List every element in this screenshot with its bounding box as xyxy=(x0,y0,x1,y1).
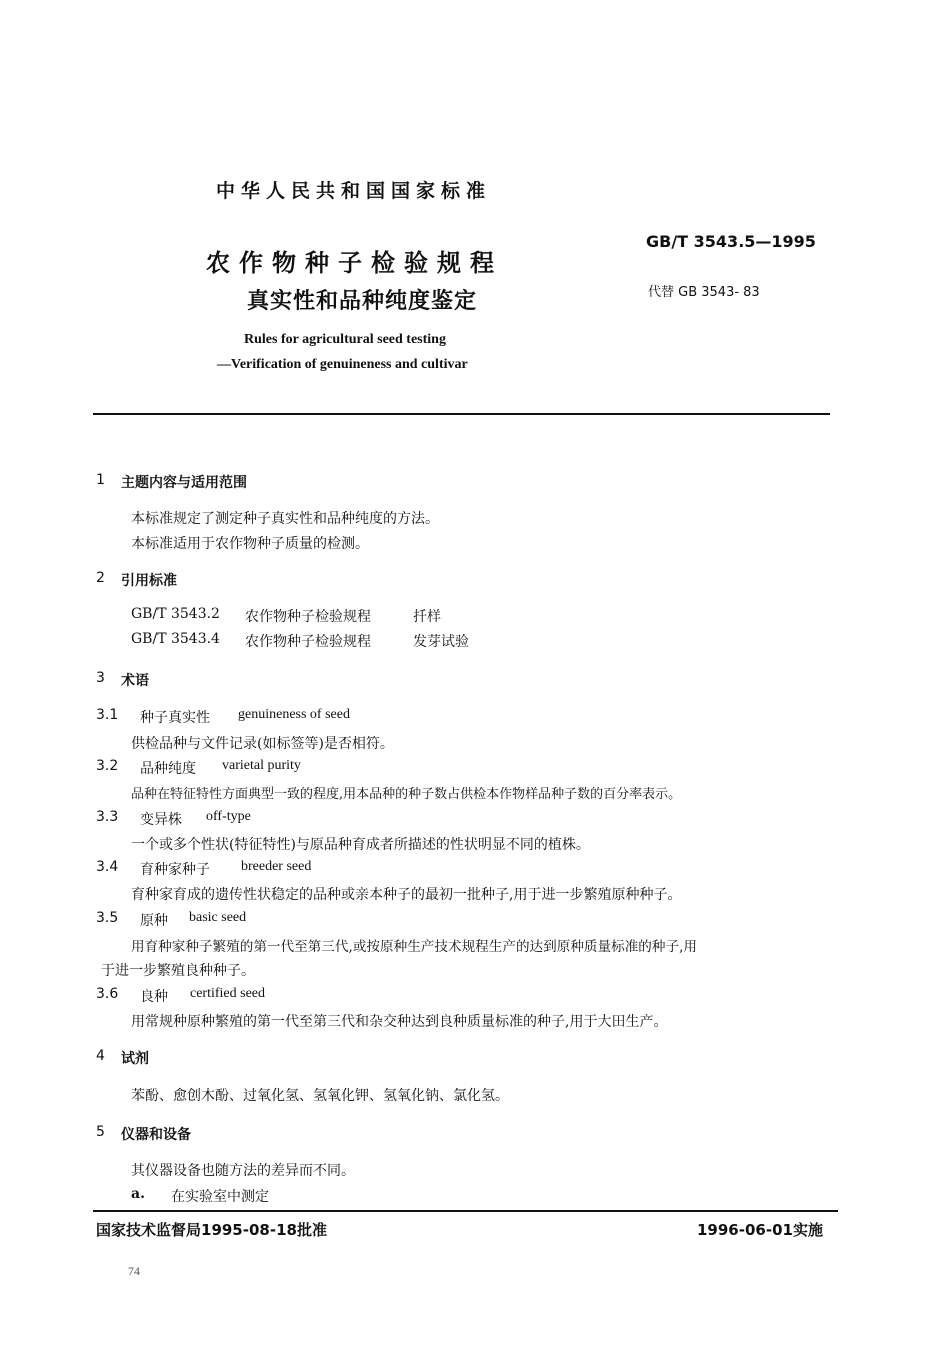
term-cn: 原种 xyxy=(140,913,168,929)
term-en: genuineness of seed xyxy=(238,707,350,722)
title-cn-line2: 真实性和品种纯度鉴定 xyxy=(247,289,478,314)
term-en: off-type xyxy=(206,809,251,824)
paragraph: 其仪器设备也随方法的差异而不同。 xyxy=(131,1163,355,1179)
term-number: 3.5 xyxy=(96,910,119,926)
term-en: breeder seed xyxy=(241,859,312,874)
term-definition: 供检品种与文件记录(如标签等)是否相符。 xyxy=(131,736,394,752)
term-en: certified seed xyxy=(190,986,266,1001)
list-item-text: 在实验室中测定 xyxy=(171,1189,269,1205)
title-cn-line1: 农作物种子检验规程 xyxy=(206,249,503,277)
reference-code: GB/T 3543.4 xyxy=(131,631,220,647)
paragraph: 本标准规定了测定种子真实性和品种纯度的方法。 xyxy=(131,511,439,527)
section-number: 3 xyxy=(96,670,105,686)
term-definition: 育种家育成的遗传性状稳定的品种或亲本种子的最初一批种子,用于进一步繁殖原种种子。 xyxy=(131,887,682,903)
term-number: 3.2 xyxy=(96,758,119,774)
term-definition: 于进一步繁殖良种种子。 xyxy=(101,963,255,979)
term-cn: 种子真实性 xyxy=(140,710,210,726)
term-definition: 用育种家种子繁殖的第一代至第三代,或按原种生产技术规程生产的达到原种质量标准的种子,用 xyxy=(131,939,697,955)
term-number: 3.4 xyxy=(96,859,119,875)
title-en-line1: Rules for agricultural seed testing xyxy=(244,332,446,347)
title-en-line2: —Verification of genuineness and cultivar xyxy=(217,357,468,372)
replaces-standard: 代替 GB 3543- 83 xyxy=(648,285,760,300)
section-heading: 试剂 xyxy=(121,1051,149,1067)
reference-code: GB/T 3543.2 xyxy=(131,606,220,622)
term-definition: 品种在特征特性方面典型一致的程度,用本品种的种子数占供检本作物样品种子数的百分率表示。 xyxy=(131,787,682,802)
effective-date: 1996-06-01实施 xyxy=(697,1221,823,1239)
section-number: 5 xyxy=(96,1124,105,1140)
paragraph: 本标准适用于农作物种子质量的检测。 xyxy=(131,536,369,552)
standard-code: GB/T 3543.5—1995 xyxy=(646,232,816,251)
section-heading: 主题内容与适用范围 xyxy=(121,475,247,491)
term-en: varietal purity xyxy=(222,758,301,773)
page-number: 74 xyxy=(128,1264,140,1278)
term-number: 3.3 xyxy=(96,809,119,825)
paragraph: 苯酚、愈创木酚、过氧化氢、氢氧化钾、氢氧化钠、氯化氢。 xyxy=(131,1088,509,1104)
reference-title: 农作物种子检验规程 xyxy=(245,634,371,650)
reference-title: 农作物种子检验规程 xyxy=(245,609,371,625)
approval-date: 国家技术监督局1995-08-18批准 xyxy=(96,1221,327,1239)
section-number: 4 xyxy=(96,1048,105,1064)
term-cn: 品种纯度 xyxy=(140,761,196,777)
list-item-label: a. xyxy=(131,1186,145,1202)
footer-divider xyxy=(93,1210,838,1212)
term-definition: 一个或多个性状(特征特性)与原品种育成者所描述的性状明显不同的植株。 xyxy=(131,837,590,853)
term-definition: 用常规种原种繁殖的第一代至第三代和杂交种达到良种质量标准的种子,用于大田生产。 xyxy=(131,1014,668,1030)
issuing-authority: 中华人民共和国国家标准 xyxy=(216,180,492,202)
term-en: basic seed xyxy=(189,910,247,925)
reference-topic: 发芽试验 xyxy=(413,634,469,650)
term-cn: 育种家种子 xyxy=(140,862,210,878)
term-number: 3.1 xyxy=(96,707,119,723)
term-number: 3.6 xyxy=(96,986,119,1002)
term-cn: 变异株 xyxy=(140,812,182,828)
section-number: 2 xyxy=(96,570,105,586)
section-number: 1 xyxy=(96,472,105,488)
header-divider xyxy=(93,413,830,415)
section-heading: 仪器和设备 xyxy=(121,1127,191,1143)
section-heading: 引用标准 xyxy=(121,573,177,589)
reference-topic: 扦样 xyxy=(413,609,441,625)
term-cn: 良种 xyxy=(140,989,168,1005)
section-heading: 术语 xyxy=(121,673,149,689)
